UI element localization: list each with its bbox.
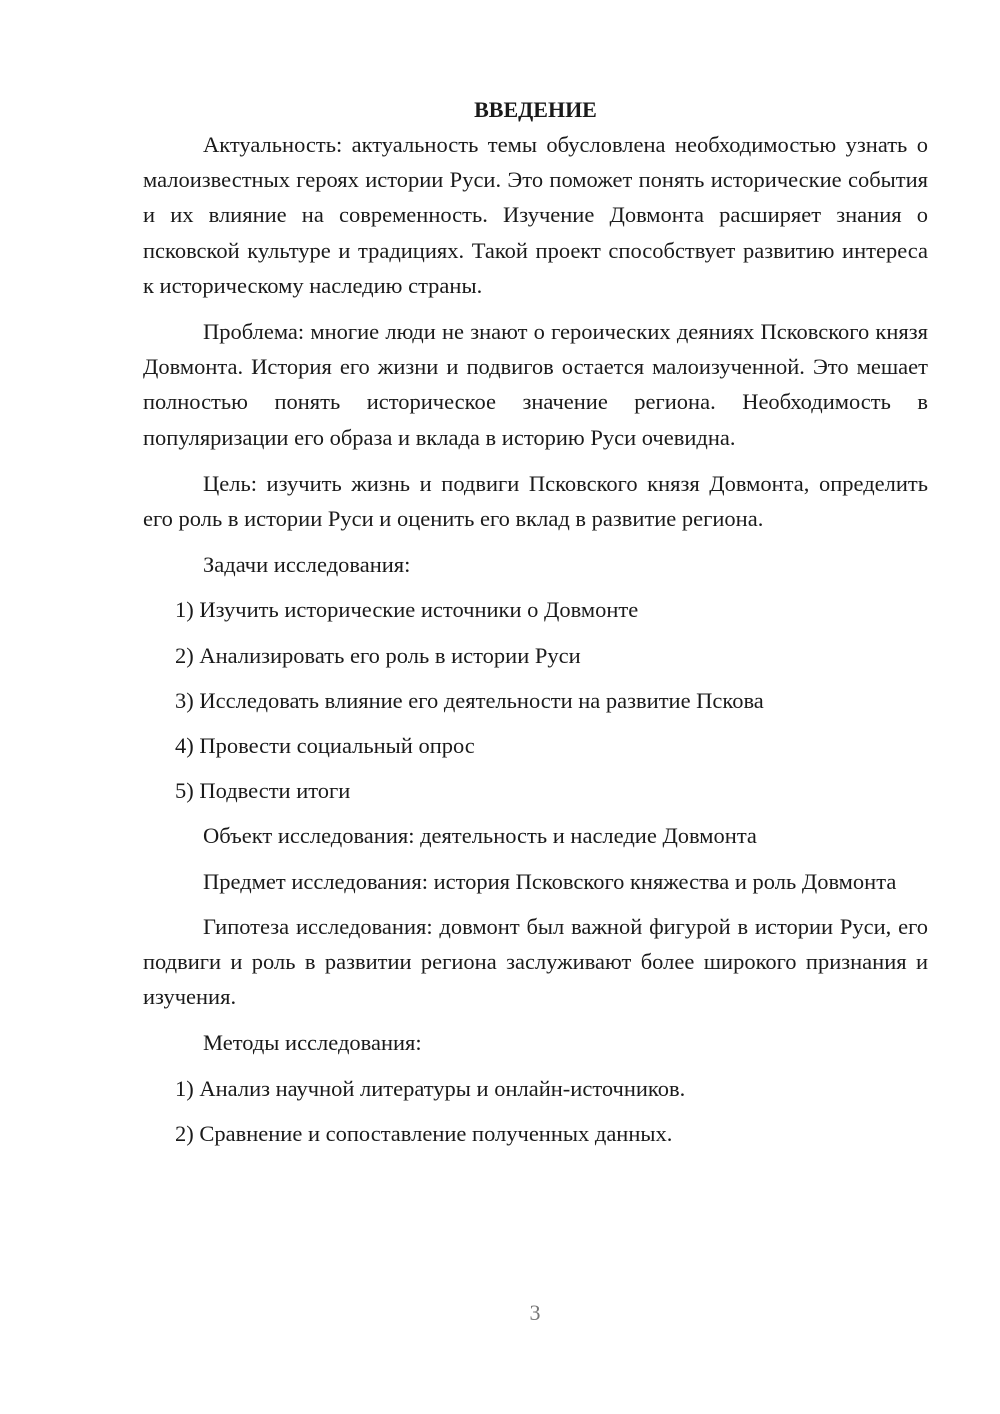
relevance-paragraph: Актуальность: актуальность темы обусловлена необходимостью узнать о малоизвестных героях истории Руси. Это поможет понять исторические события и их влияние на современность. Изучение Довмонта расширяет знания о псковской культуре и традициях. Такой проект способствует развитию интереса к историческому наследию страны. [143, 132, 928, 298]
methods-list [143, 1071, 928, 1151]
list-item: 5) Подвести итоги [175, 778, 351, 804]
goal-paragraph: Цель: изучить жизнь и подвиги Псковского князя Довмонта, определить его роль в истории Руси и оценить его вклад в развитие региона. [143, 470, 928, 532]
subject-paragraph: Предмет исследования: история Псковского княжества и роль Довмонта [203, 868, 897, 894]
list-item: 2) Анализировать его роль в истории Руси [175, 642, 581, 668]
tasks-heading: Задачи исследования: [203, 552, 411, 578]
page-number: 3 [529, 1300, 541, 1325]
list-item: 1) Анализ научной литературы и онлайн-источников. [175, 1075, 686, 1101]
methods-heading: Методы исследования: [203, 1030, 422, 1056]
list-item: 4) Провести социальный опрос [175, 733, 475, 759]
list-item: 2) Сравнение и сопоставление полученных данных. [175, 1120, 673, 1146]
hypothesis-paragraph: Гипотеза исследования: довмонт был важной фигурой в истории Руси, его подвиги и роль в развитии региона заслуживают более широкого признания и изучения. [143, 913, 928, 1010]
document-page [143, 94, 928, 1161]
list-item: 3) Исследовать влияние его деятельности на развитие Пскова [175, 687, 764, 713]
list-item: 1) Изучить исторические источники о Довмонте [175, 597, 639, 623]
object-line: Объект исследования: деятельность и наследие Довмонта [203, 823, 757, 849]
page-title: ВВЕДЕНИЕ [474, 97, 597, 122]
tasks-list [143, 592, 928, 808]
problem-paragraph: Проблема: многие люди не знают о героических деяниях Псковского князя Довмонта. История его жизни и подвигов остается малоизученной. Это мешает полностью понять историческое значение региона. Необходимость в популяризации его образа и вклада в историю Руси очевидна. [143, 319, 928, 450]
